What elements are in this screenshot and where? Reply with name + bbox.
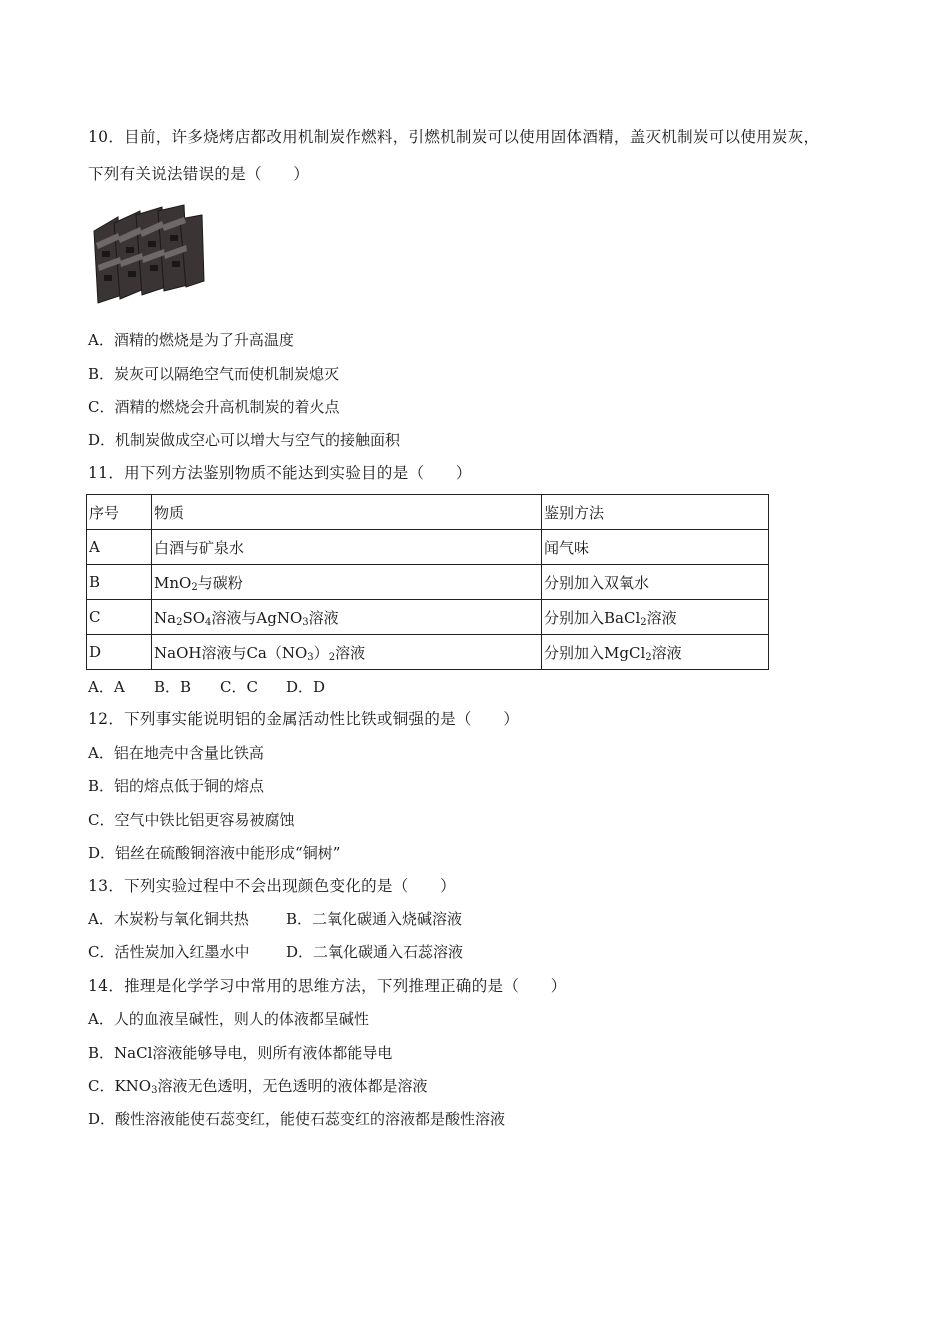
q11-option-d: D．D <box>286 678 326 696</box>
row-a-substance: 白酒与矿泉水 <box>152 530 542 565</box>
row-a-id: A <box>87 530 152 565</box>
row-d-substance: NaOH溶液与$Ca(NO_3)_2$溶液 <box>152 635 542 670</box>
q13-options-row1 <box>88 909 462 929</box>
row-d-method: 分别加入MgCl$_2$溶液 <box>542 635 769 670</box>
charcoal-briquettes-image <box>88 203 206 307</box>
q12-stem: 12．下列事实能说明铝的金属活动性比铁或铜强的是（ ） <box>88 710 520 728</box>
row-c-method: 分别加入BaCl$_2$溶液 <box>542 600 769 635</box>
q10-stem-line2: 下列有关说法错误的是（ ） <box>88 165 310 183</box>
row-c-id: C <box>87 600 152 635</box>
table-header-row <box>87 495 769 530</box>
table-row <box>87 600 769 635</box>
q10-option-d: D．机制炭做成空心可以增大与空气的接触面积 <box>88 431 401 449</box>
q12-option-c: C．空气中铁比铝更容易被腐蚀 <box>88 811 295 829</box>
q11-option-c: C．C <box>220 678 258 696</box>
q11-table <box>86 494 769 670</box>
row-d-id: D <box>87 635 152 670</box>
q12-option-d: D．铝丝在硫酸铜溶液中能形成“铜树” <box>88 844 341 862</box>
row-b-method: 分别加入双氧水 <box>542 565 769 600</box>
q13-option-b: B．二氧化碳通入烧碱溶液 <box>286 910 463 928</box>
q13-option-d: D．二氧化碳通入石蕊溶液 <box>286 943 464 961</box>
row-a-method: 闻气味 <box>542 530 769 565</box>
q14-option-d: D．酸性溶液能使石蕊变红，能使石蕊变红的溶液都是酸性溶液 <box>88 1110 506 1128</box>
q10-option-c: C．酒精的燃烧会升高机制炭的着火点 <box>88 398 340 416</box>
table-row <box>87 635 769 670</box>
table-row <box>87 530 769 565</box>
header-method: 鉴别方法 <box>542 495 769 530</box>
q13-stem: 13．下列实验过程中不会出现颜色变化的是（ ） <box>88 877 456 895</box>
q11-answer-options <box>88 677 325 697</box>
header-number: 序号 <box>87 495 152 530</box>
q14-option-a: A．人的血液呈碱性，则人的体液都呈碱性 <box>88 1010 369 1028</box>
row-b-id: B <box>87 565 152 600</box>
q10-option-a: A．酒精的燃烧是为了升高温度 <box>88 331 294 349</box>
q10-stem-line1: 10．目前，许多烧烤店都改用机制炭作燃料，引燃机制炭可以使用固体酒精，盖灭机制炭可以使用炭灰， <box>88 128 820 146</box>
header-substance: 物质 <box>152 495 542 530</box>
q11-option-b: B．B <box>154 678 192 696</box>
q14-stem: 14．推理是化学学习中常用的思维方法，下列推理正确的是（ ） <box>88 977 567 995</box>
q13-option-a: A．木炭粉与氧化铜共热 <box>88 910 249 928</box>
q12-option-a: A．铝在地壳中含量比铁高 <box>88 744 264 762</box>
row-c-substance: $Na_2SO_4$溶液与AgNO$_3$溶液 <box>152 600 542 635</box>
q13-options-row2 <box>88 942 463 962</box>
q10-option-b: B．炭灰可以隔绝空气而使机制炭熄灭 <box>88 365 340 383</box>
q12-option-b: B．铝的熔点低于铜的熔点 <box>88 777 265 795</box>
q11-stem: 11．用下列方法鉴别物质不能达到实验目的是（ ） <box>88 464 472 482</box>
q14-option-b: B．NaCl溶液能够导电，则所有液体都能导电 <box>88 1044 393 1062</box>
q13-option-c: C．活性炭加入红墨水中 <box>88 943 250 961</box>
q14-option-c: C．$KNO_3$溶液无色透明，无色透明的液体都是溶液 <box>88 1077 428 1096</box>
row-b-substance: MnO$_2$与碳粉 <box>152 565 542 600</box>
table-row <box>87 565 769 600</box>
q11-option-a: A．A <box>88 678 125 696</box>
